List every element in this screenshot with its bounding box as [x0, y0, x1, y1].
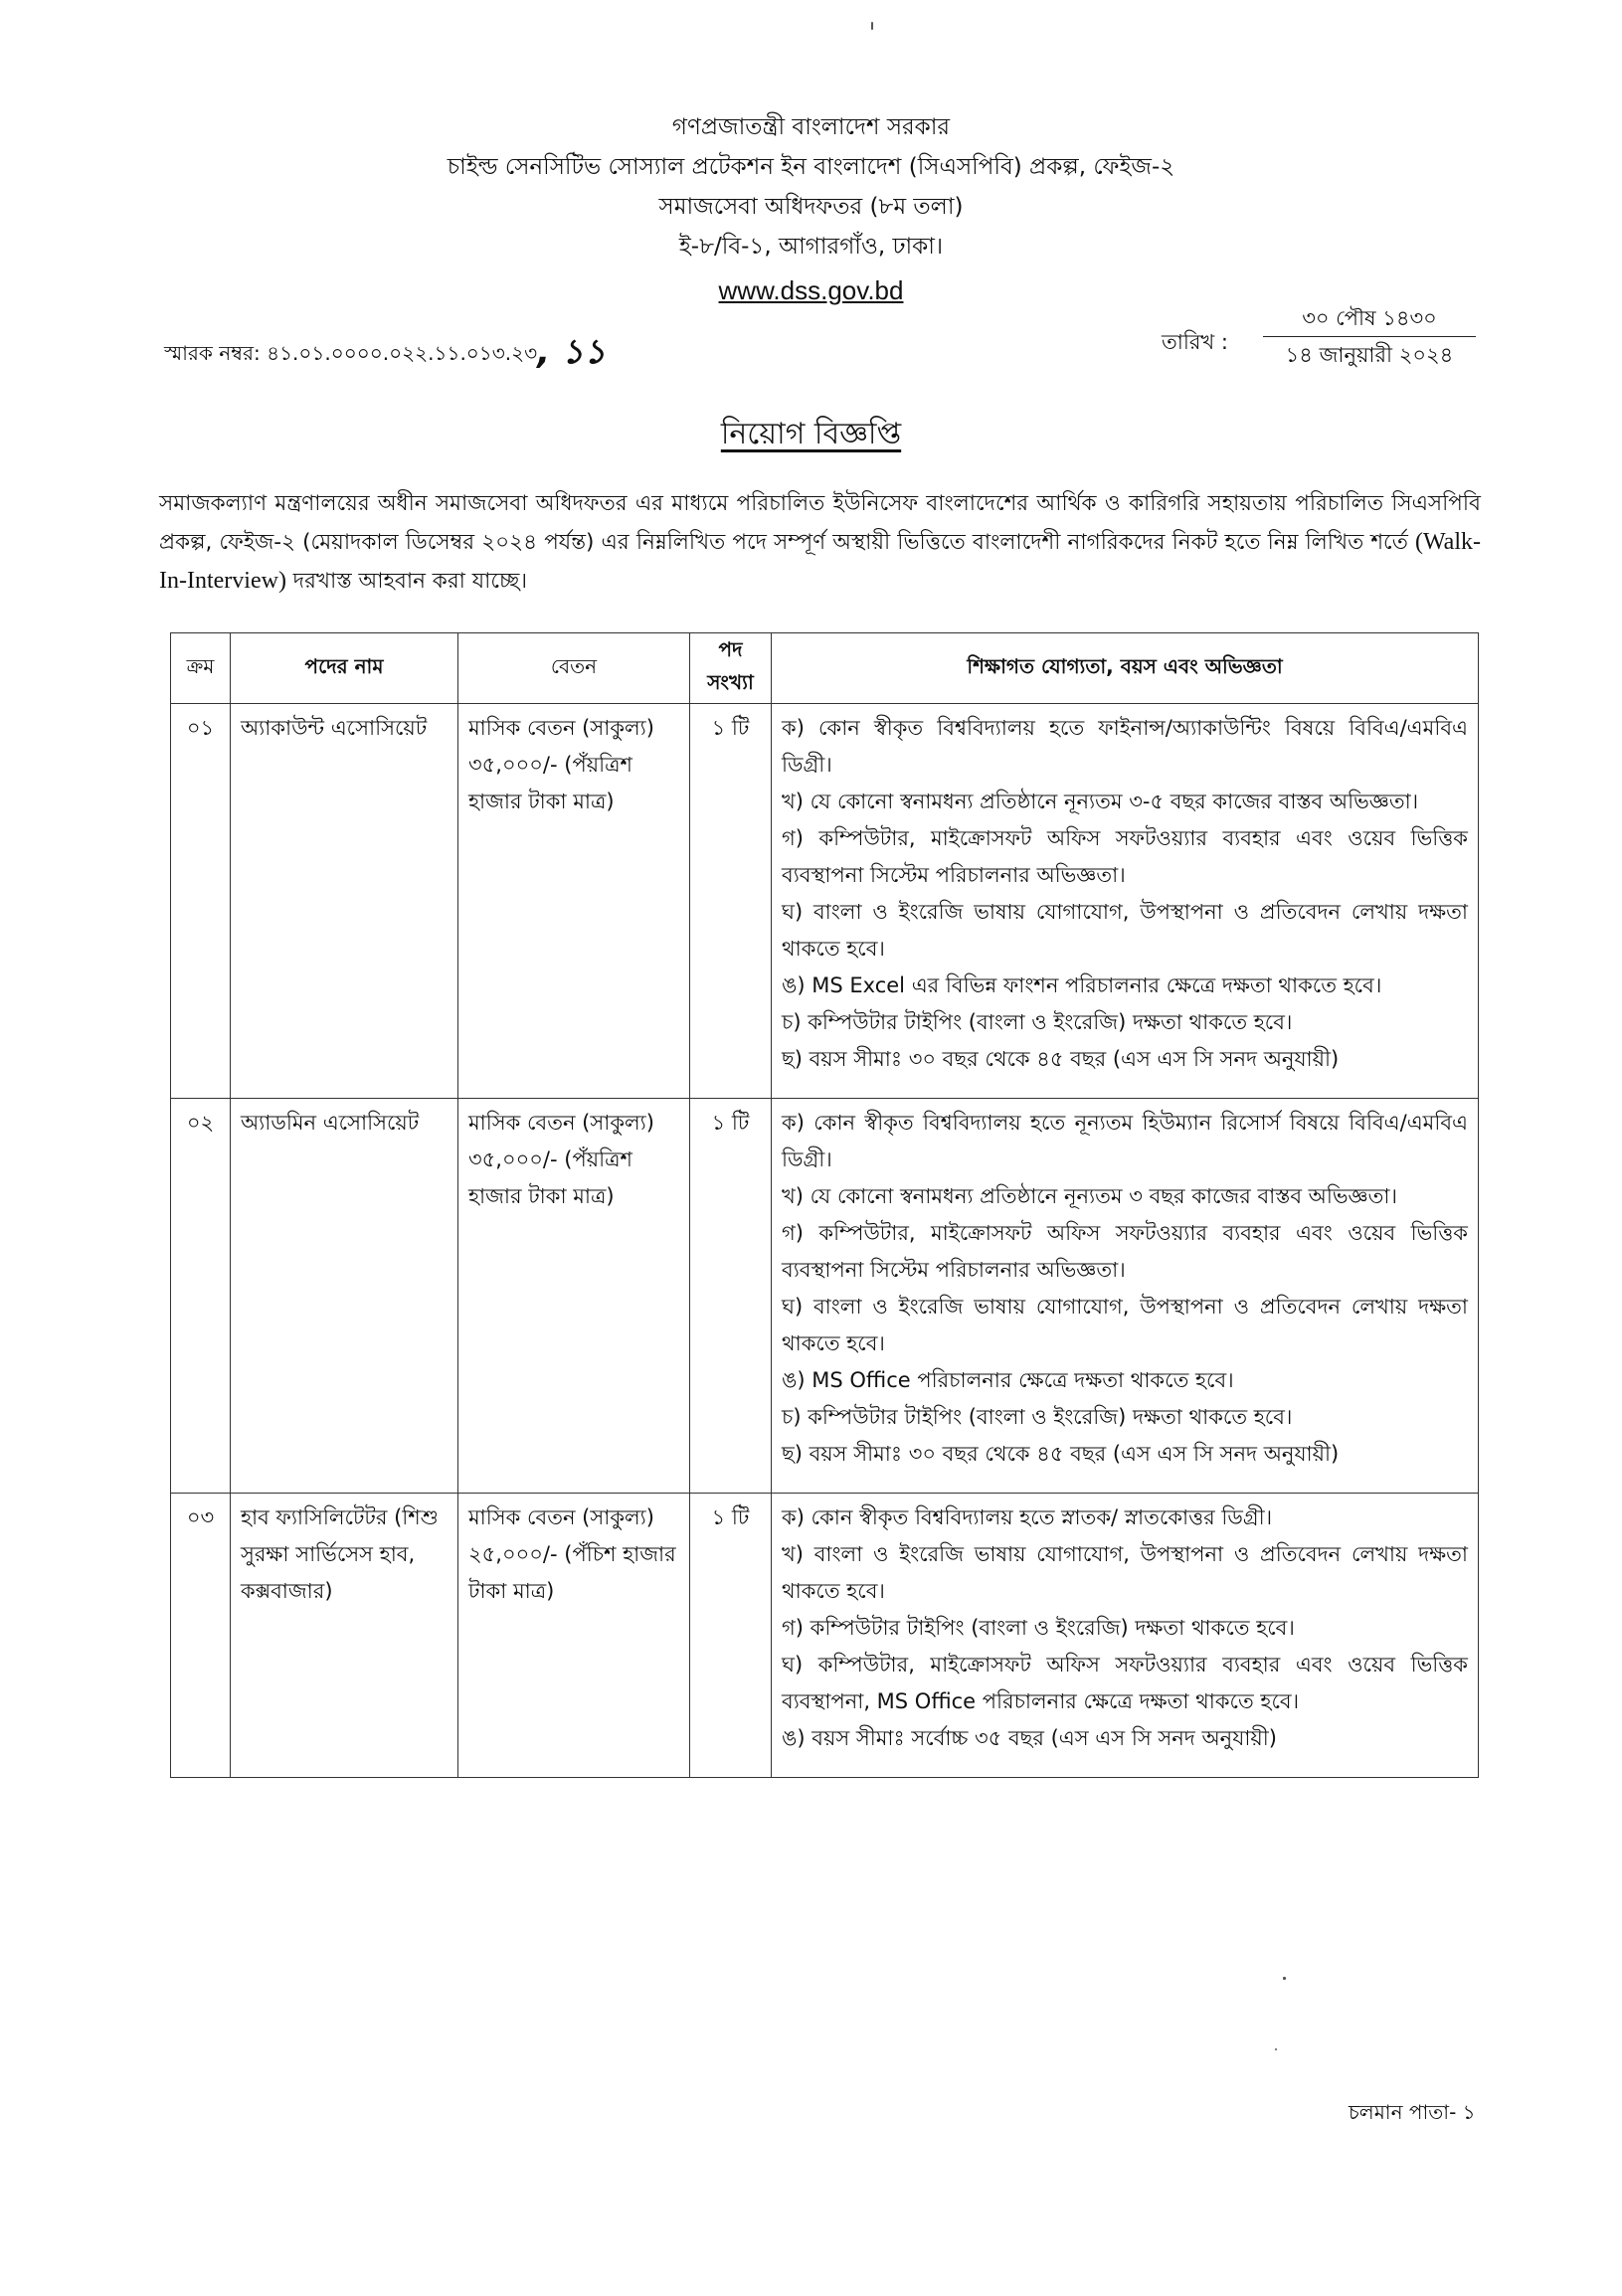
notice-title-text: নিয়োগ বিজ্ঞপ্তি [720, 417, 902, 451]
memo-number [164, 326, 606, 383]
qualification-item: খ) বাংলা ও ইংরেজি ভাষায় যোগাযোগ, উপস্থাপনা ও প্রতিবেদন লেখায় দক্ষতা থাকতে হবে। [782, 1542, 1468, 1603]
row-serial: ০২ [171, 1099, 231, 1494]
office-name: সমাজসেবা অধিদফতর (৮ম তলা) [658, 194, 964, 220]
row-post-name: অ্যাডমিন এসোসিয়েট [231, 1099, 458, 1494]
table-row [171, 1099, 1479, 1494]
header-qualification: শিক্ষাগত যোগ্যতা, বয়স এবং অভিজ্ঞতা [772, 633, 1479, 704]
qualification-item: ঙ) বয়স সীমাঃ সর্বোচ্চ ৩৫ বছর (এস এস সি সনদ অনুযায়ী) [782, 1726, 1277, 1750]
qualification-item: চ) কম্পিউটার টাইপিং (বাংলা ও ইংরেজি) দক্ষতা থাকতে হবে। [782, 1010, 1293, 1034]
row-serial: ০৩ [171, 1494, 231, 1778]
qualification-item: গ) কম্পিউটার, মাইক্রোসফট অফিস সফটওয়্যার ব্যবহার এবং ওয়েব ভিত্তিক ব্যবস্থাপনা সিস্টেম পরিচালনার অভিজ্ঞতা। [782, 1221, 1468, 1282]
scan-speck [871, 22, 873, 30]
row-salary: মাসিক বেতন (সাকুল্য) ৩৫,০০০/- (পঁয়ত্রিশ হাজার টাকা মাত্র) [458, 704, 690, 1099]
header-post-name: পদের নাম [231, 633, 458, 704]
qualification-item: ঘ) বাংলা ও ইংরেজি ভাষায় যোগাযোগ, উপস্থাপনা ও প্রতিবেদন লেখায় দক্ষতা থাকতে হবে। [782, 1295, 1468, 1355]
row-qualifications [772, 1099, 1479, 1494]
vacancy-table [170, 632, 1479, 1778]
qualification-item: ক) কোন স্বীকৃত বিশ্ববিদ্যালয় হতে নূন্যতম হিউম্যান রিসোর্স বিষয়ে বিবিএ/এমবিএ ডিগ্রী। [782, 1111, 1468, 1171]
table-row [171, 1494, 1479, 1778]
government-name: গণপ্রজাতন্ত্রী বাংলাদেশ সরকার [671, 114, 951, 140]
row-qualifications [772, 704, 1479, 1099]
qualification-item: খ) যে কোনো স্বনামধন্য প্রতিষ্ঠানে নূন্যতম ৩-৫ বছর কাজের বাস্তব অভিজ্ঞতা। [782, 790, 1419, 813]
scan-speck [1275, 2048, 1277, 2050]
date-divider [1263, 336, 1476, 337]
header-post-count: পদ সংখ্যা [690, 633, 772, 704]
row-post-count: ১ টি [690, 1494, 772, 1778]
qualification-item: ক) কোন স্বীকৃত বিশ্ববিদ্যালয় হতে ফাইনান্স/অ্যাকাউন্টিং বিষয়ে বিবিএ/এমবিএ ডিগ্রী। [782, 716, 1468, 777]
row-post-name: হাব ফ্যাসিলিটেটর (শিশু সুরক্ষা সার্ভিসেস হাব, কক্সবাজার) [231, 1494, 458, 1778]
row-salary: মাসিক বেতন (সাকুল্য) ৩৫,০০০/- (পঁয়ত্রিশ হাজার টাকা মাত্র) [458, 1099, 690, 1494]
row-qualifications [772, 1494, 1479, 1778]
qualification-item: ঙ) MS Office পরিচালনার ক্ষেত্রে দক্ষতা থাকতে হবে। [782, 1368, 1234, 1392]
memo-number-label: স্মারক নম্বর: ৪১.০১.০০০০.০২২.১১.০১৩.২৩ [164, 341, 538, 365]
qualification-item: গ) কম্পিউটার টাইপিং (বাংলা ও ইংরেজি) দক্ষতা থাকতে হবে। [782, 1616, 1295, 1640]
date-gregorian: ১৪ জানুয়ারী ২০২৪ [1285, 343, 1454, 367]
date-block [1263, 301, 1476, 372]
office-address: ই-৮/বি-১, আগারগাঁও, ঢাকা। [678, 234, 944, 260]
qualification-item: খ) যে কোনো স্বনামধন্য প্রতিষ্ঠানে নূন্যতম ৩ বছর কাজের বাস্তব অভিজ্ঞতা। [782, 1184, 1397, 1208]
scan-speck [1283, 1977, 1286, 1980]
date-bengali: ৩০ পৌষ ১৪৩০ [1302, 306, 1437, 330]
row-salary: মাসিক বেতন (সাকুল্য) ২৫,০০০/- (পঁচিশ হাজার টাকা মাত্র) [458, 1494, 690, 1778]
qualification-item: ক) কোন স্বীকৃত বিশ্ববিদ্যালয় হতে স্নাতক/ স্নাতকোত্তর ডিগ্রী। [782, 1505, 1273, 1529]
table-header-row [171, 633, 1479, 704]
project-name: চাইল্ড সেনসিটিভ সোস্যাল প্রটেকশন ইন বাংলাদেশ (সিএসপিবি) প্রকল্প, ফেইজ-২ [447, 154, 1175, 180]
notice-title [0, 410, 1622, 460]
header-serial: ক্রম [171, 633, 231, 704]
qualification-item: চ) কম্পিউটার টাইপিং (বাংলা ও ইংরেজি) দক্ষতা থাকতে হবে। [782, 1405, 1293, 1429]
intro-paragraph [159, 485, 1481, 601]
website-link[interactable]: www.dss.gov.bd [718, 275, 904, 305]
row-post-name: অ্যাকাউন্ট এসোসিয়েট [231, 704, 458, 1099]
qualification-item: ঘ) কম্পিউটার, মাইক্রোসফট অফিস সফটওয়্যার ব্যবহার এবং ওয়েব ভিত্তিক ব্যবস্থাপনা, MS Office পরিচালনার ক্ষেত্রে দক্ষতা থাকতে হবে। [782, 1653, 1468, 1713]
date-label: তারিখ : [1162, 330, 1228, 354]
row-post-count: ১ টি [690, 1099, 772, 1494]
intro-text-end: দরখাস্ত আহবান করা যাচ্ছে। [285, 569, 528, 594]
qualification-item: ঘ) বাংলা ও ইংরেজি ভাষায় যোগাযোগ, উপস্থাপনা ও প্রতিবেদন লেখায় দক্ষতা থাকতে হবে। [782, 900, 1468, 961]
intro-walk-in-interview: (Walk-In-Interview) [159, 529, 1481, 594]
intro-text-start: সমাজকল্যাণ মন্ত্রণালয়ের অধীন সমাজসেবা অধিদফতর এর মাধ্যমে পরিচালিত ইউনিসেফ বাংলাদেশের আর্থিক ও কারিগরি সহায়তায় পরিচালিত সিএসপিবি প্রকল্প, ফেইজ-২ (মেয়াদকাল ডিসেম্বর ২০২৪ পর্যন্ত) এর নিম্নলিখিত পদে সম্পূর্ণ অস্থায়ী ভিত্তিতে বাংলাদেশী নাগরিকদের নিকট হতে নিম্ন লিখিত শর্তে [159, 491, 1481, 555]
header-salary: বেতন [458, 633, 690, 704]
qualification-item: ছ) বয়স সীমাঃ ৩০ বছর থেকে ৪৫ বছর (এস এস সি সনদ অনুযায়ী) [782, 1047, 1340, 1071]
letterhead [0, 107, 1622, 312]
memo-number-handwritten-suffix: , ১১ [537, 332, 607, 372]
qualification-item: ছ) বয়স সীমাঃ ৩০ বছর থেকে ৪৫ বছর (এস এস সি সনদ অনুযায়ী) [782, 1442, 1340, 1466]
qualification-item: ঙ) MS Excel এর বিভিন্ন ফাংশন পরিচালনার ক্ষেত্রে দক্ষতা থাকতে হবে। [782, 973, 1382, 997]
table-row [171, 704, 1479, 1099]
continued-page-note: চলমান পাতা- ১ [1349, 2100, 1476, 2124]
row-serial: ০১ [171, 704, 231, 1099]
qualification-item: গ) কম্পিউটার, মাইক্রোসফট অফিস সফটওয়্যার ব্যবহার এবং ওয়েব ভিত্তিক ব্যবস্থাপনা সিস্টেম পরিচালনার অভিজ্ঞতা। [782, 826, 1468, 887]
row-post-count: ১ টি [690, 704, 772, 1099]
